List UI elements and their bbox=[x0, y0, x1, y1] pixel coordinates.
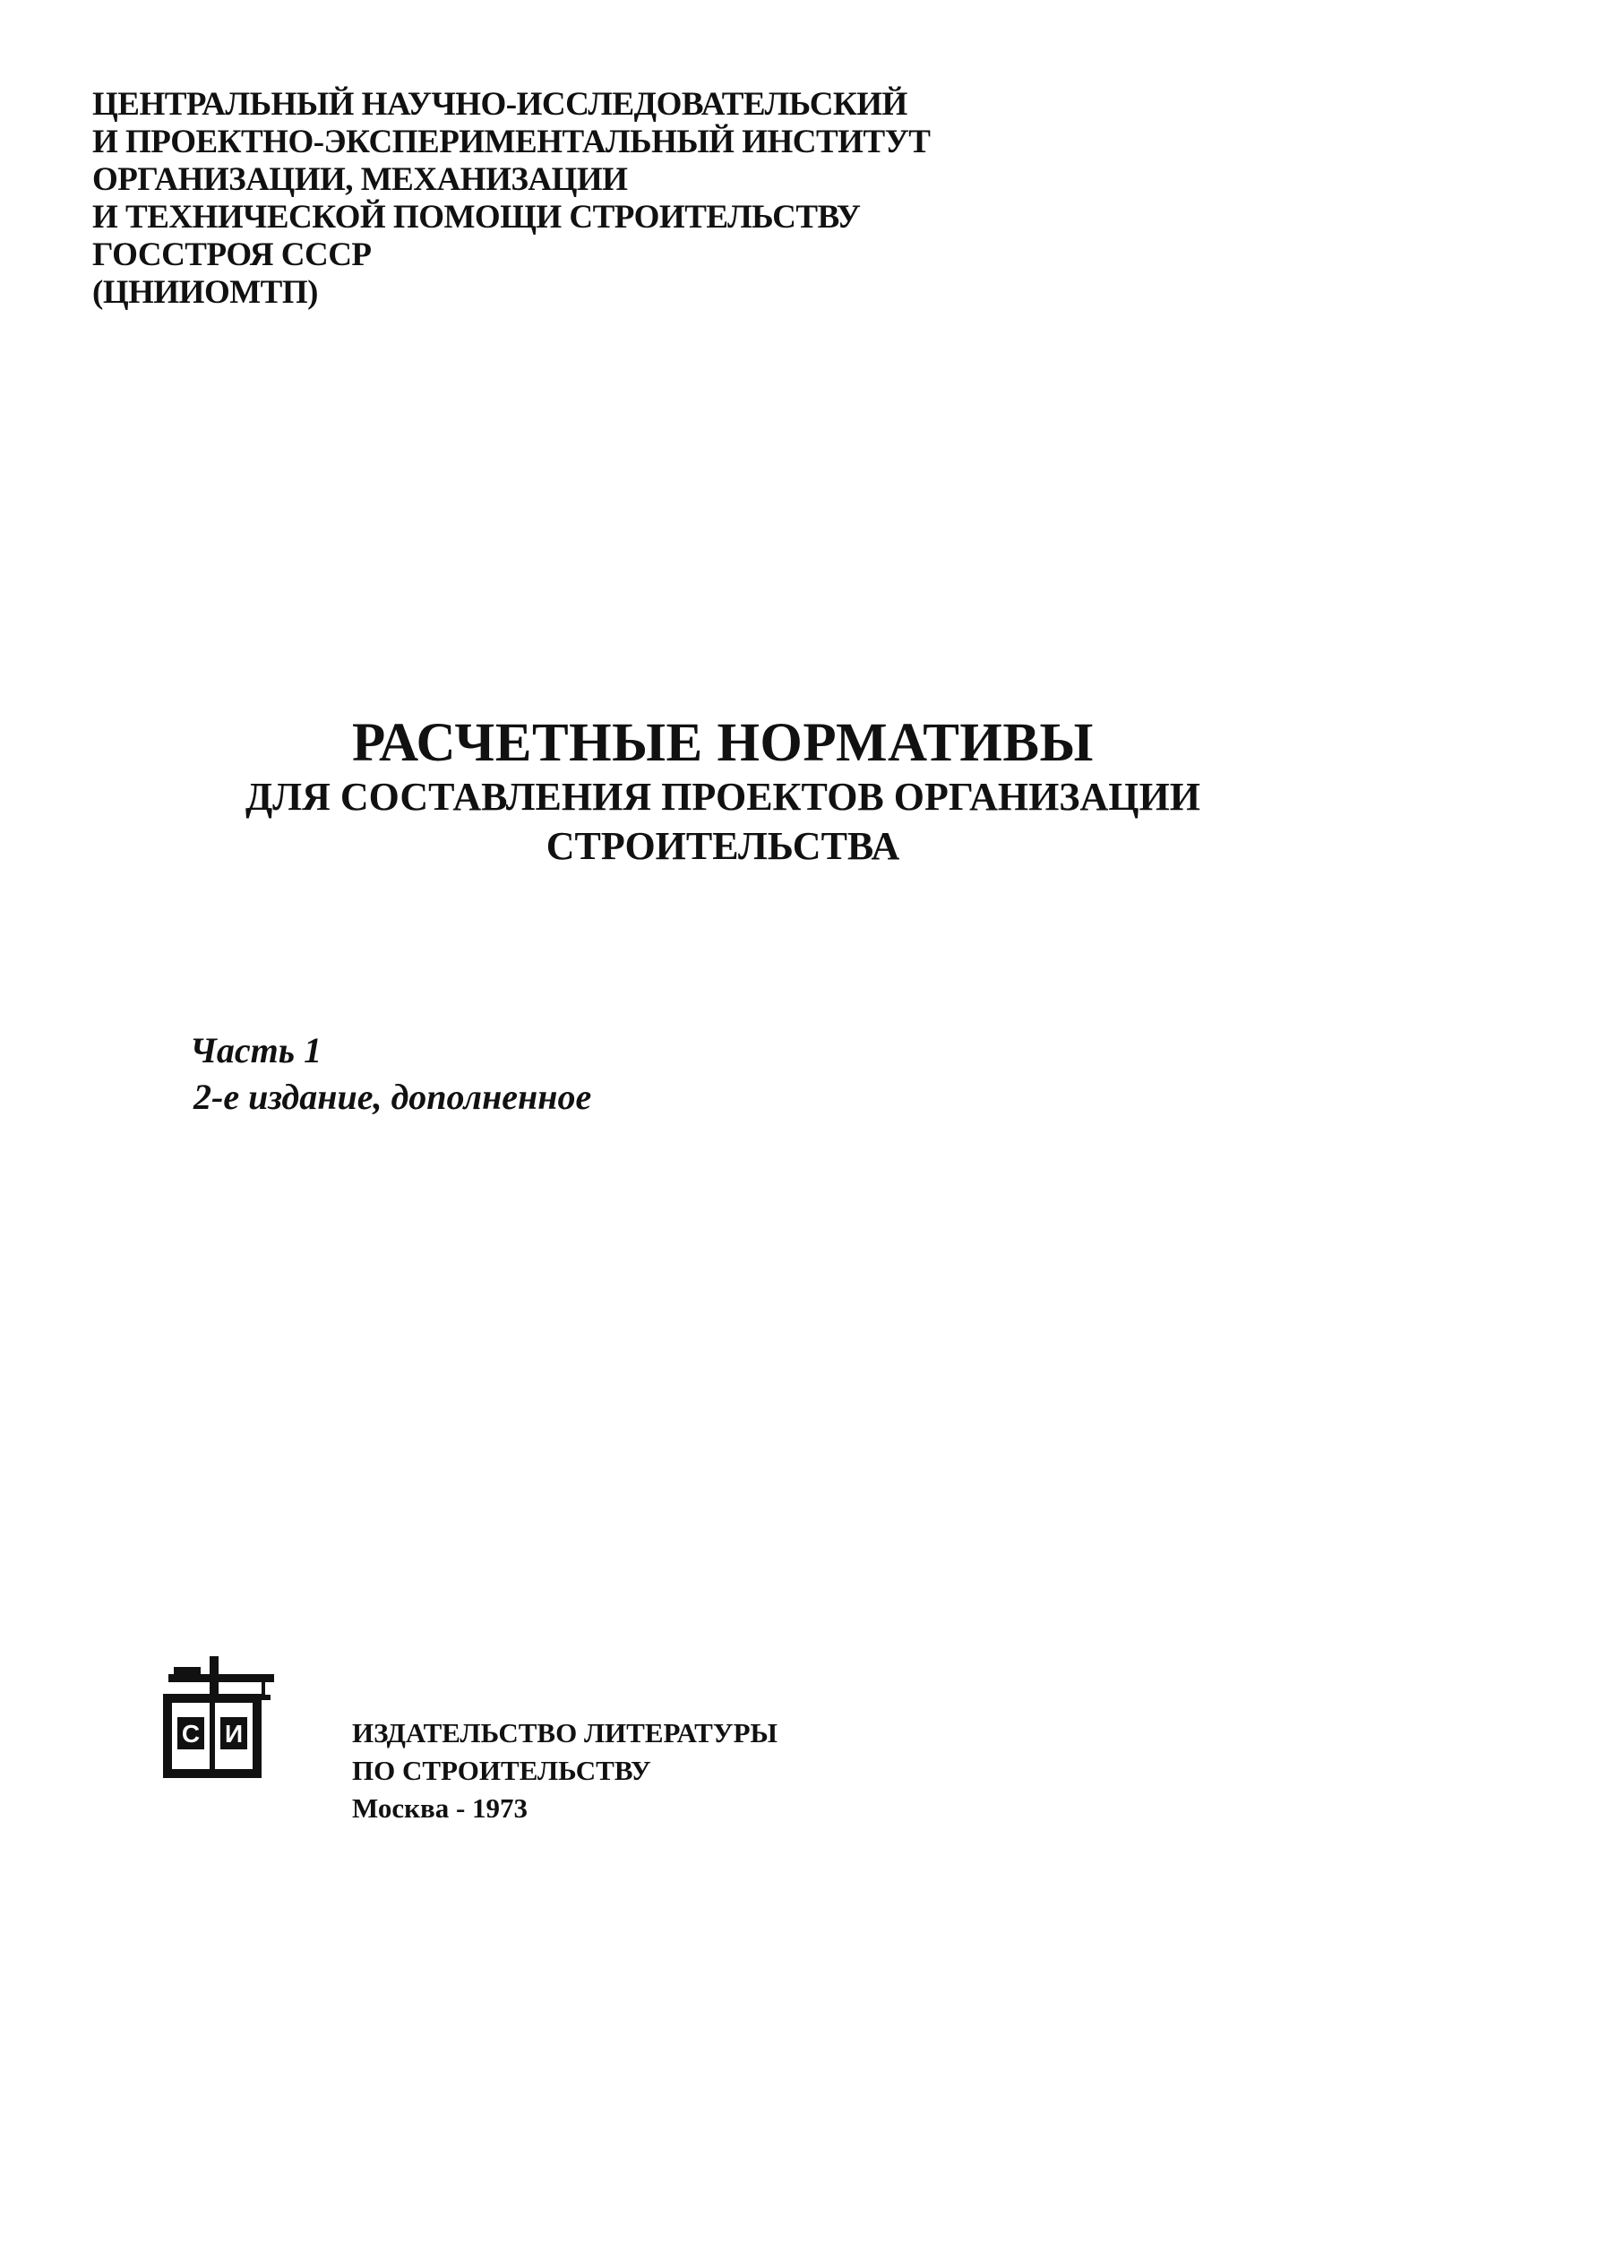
logo-letter-s: С bbox=[181, 1720, 201, 1748]
institute-line: И ТЕХНИЧЕСКОЙ ПОМОЩИ СТРОИТЕЛЬСТВУ bbox=[92, 199, 861, 236]
subtitle-line: ДЛЯ СОСТАВЛЕНИЯ ПРОЕКТОВ ОРГАНИЗАЦИИ bbox=[245, 775, 1200, 819]
subtitle-line: СТРОИТЕЛЬСТВА bbox=[546, 824, 900, 868]
document-subtitle bbox=[210, 772, 1236, 871]
part-info bbox=[190, 1027, 591, 1121]
publisher-info bbox=[352, 1714, 778, 1827]
logo-letter-i: И bbox=[224, 1720, 244, 1748]
institute-line: (ЦНИИОМТП) bbox=[92, 274, 318, 311]
publisher-logo-icon bbox=[161, 1654, 276, 1780]
institute-line: ОРГАНИЗАЦИИ, МЕХАНИЗАЦИИ bbox=[92, 161, 628, 198]
document-title: РАСЧЕТНЫЕ НОРМАТИВЫ bbox=[352, 713, 1094, 773]
publisher-line: ИЗДАТЕЛЬСТВО ЛИТЕРАТУРЫ bbox=[352, 1717, 778, 1748]
institute-line: И ПРОЕКТНО-ЭКСПЕРИМЕНТАЛЬНЫЙ ИНСТИТУТ bbox=[92, 124, 931, 160]
institute-line: ЦЕНТРАЛЬНЫЙ НАУЧНО-ИССЛЕДОВАТЕЛЬСКИЙ bbox=[92, 86, 907, 123]
publisher-city-year: Москва - 1973 bbox=[352, 1792, 528, 1824]
institute-name bbox=[92, 86, 930, 312]
part-label: Часть 1 bbox=[190, 1030, 322, 1070]
edition-label: 2-е издание, дополненное bbox=[193, 1077, 592, 1117]
publisher-line: ПО СТРОИТЕЛЬСТВУ bbox=[352, 1755, 651, 1786]
institute-line: ГОССТРОЯ СССР bbox=[92, 236, 372, 273]
